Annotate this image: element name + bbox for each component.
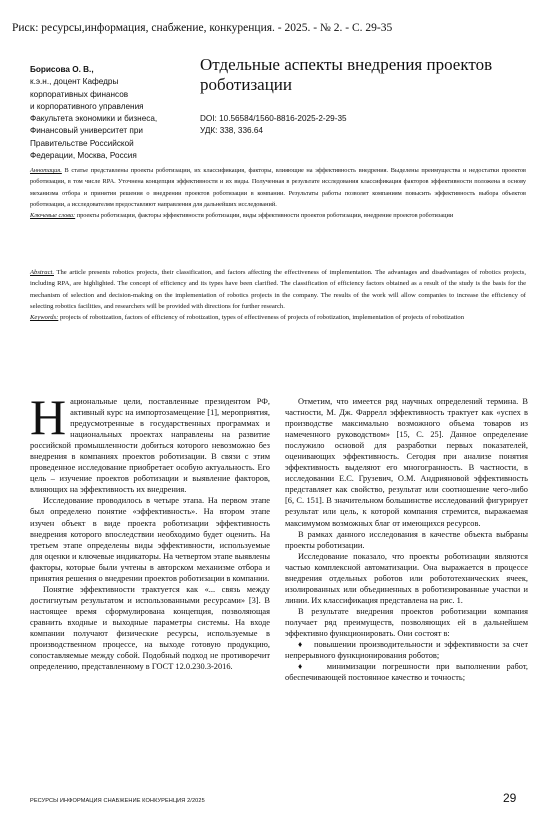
keywords-en-paragraph xyxy=(30,312,526,323)
body-paragraph: Отметим, что имеется ряд научных определений термина. В частности, М. Дж. Фаррелл эффективность трактует как «успех в производстве максимально возможного объема товаров из намеченного руководством» [15, С. 25]. Данное определение послужило основой для разработки первых показателей, оценивающих эффективность. Сегодня при анализе понятия эффективность выделяют его многогранность. В частности, в исследовании Е.С. Грузевич, О.М. Андрияновой эффективность представляет как свойство, результат или соотношение чего-либо [6, С. 151]. В значительном большинстве исследований фигурирует результат или цель, к которой компания стремится, выражаемая максимумом возможных благ от имеющихся ресурсов. xyxy=(285,397,528,528)
article-title: Отдельные аспекты внедрения проектов роботизации xyxy=(200,55,493,94)
abstract-en-paragraph xyxy=(30,267,526,312)
abstract-ru-text: В статье представлены проекты роботизации, их классификация, факторы, влияющие на эффективность внедрения. Выделены преимущества и недостатки проектов роботизации, в том числе RPA. Уточнена концепция эффективности и их виды. Полученная в результате исследования классификация факторов эффективности положена в основу механизма отбора и принятия решения о внедрении проектов роботизации в компании. Результаты работы позволят компаниям повысить эффективность выбора объектов роботизации, а исследователям предоставляют направления для дальнейших исследований. xyxy=(30,167,526,209)
bullet-item xyxy=(285,639,528,661)
diamond-bullet-icon: ♦ xyxy=(298,640,304,650)
body-paragraph: В результате внедрения проектов роботизации компания получает ряд преимуществ, позволяющих ей в дальнейшем эффективно функционировать. Они состоят в: xyxy=(285,606,528,638)
abstract-en-text: The article presents robotics projects, their classification, and factors affecting the effectiveness of implementation. The advantages and disadvantages of robotics projects, including RPA, are highlighted. The concept of efficiency and its types have been clarified. The classification of efficiency factors obtained as a result of the study is the basis for the mechanism of selection and decision-making on the implementation of robotics projects in the company. The results of the work will allow companies to increase the efficiency of selecting robotics facilities, and researchers will be provided with directions for further research. xyxy=(30,269,526,311)
abstract-en-label: Abstract. xyxy=(30,269,54,276)
abstract-ru-label: Аннотация. xyxy=(30,167,62,174)
author-name: Борисова О. В., xyxy=(30,65,94,74)
keywords-en-text: projects of robotization, factors of efficiency of robotization, types of effectiveness of projects of robotization, implementation of projects of robotization xyxy=(59,314,465,322)
author-affiliation-line: Факультета экономики и бизнеса, xyxy=(30,114,158,124)
author-affiliation-line: и корпоративного управления xyxy=(30,101,144,111)
author-affiliation-line: корпоративных финансов xyxy=(30,89,129,99)
body-paragraph: В рамках данного исследования в качестве объекта выбраны проекты роботизации. xyxy=(285,529,528,550)
bullet-text: повышении производительности и эффективности за счет непрерывного функционирования роботов; xyxy=(285,640,529,661)
body-paragraph: Понятие эффективности трактуется как «... связь между достигнутым результатом и использованными ресурсами» [3]. В настоящее время сформулирована концепция, позволяющая сравнить входные и выходные параметры системы. На входе компании получают физические ресурсы, используемые в производственном процессе, на выходе готовую продукцию, сопоставляемые между собой. Подобный подход не противоречит определению, представленному в ГОСТ 12.0.230.3-2016. xyxy=(30,584,270,672)
body-column-left xyxy=(30,389,270,672)
author-affiliation-line: к.э.н., доцент Кафедры xyxy=(30,77,119,87)
bullet-item xyxy=(285,661,528,683)
body-paragraph-text: ациональные цели, поставленные президентом РФ, активный курс на импортозамещение [1], мероприятия, предусмотренные в государственных программах и национальных проектах направлены на развитие российской промышленности добиться которого невозможно без внедрения в компаниях проектов роботизации. В связи с этим проведенное исследование приобретает особую актуальность. Его цель – изучение проектов роботизации и выявление факторов, влияющих на эффективность их внедрения. xyxy=(30,397,270,495)
author-affiliation-line: Финансовый университет при xyxy=(30,126,143,136)
keywords-ru-label: Ключевые слова: xyxy=(30,212,76,220)
abstract-english xyxy=(30,267,526,324)
body-paragraph: Исследование показало, что проекты роботизации являются частью комплексной автоматизации. Она выражается в процессе внедрения отдельных роботов или робототехнических ячеек, изолированных или объединенных в роботизированные участки и линии. Их классификация представлена на рис. 1. xyxy=(285,551,528,605)
body-paragraph xyxy=(30,389,270,495)
keywords-ru-text: проекты роботизации, факторы эффективности роботизации, виды эффективности проектов роботизации, внедрение проектов роботизации xyxy=(76,212,454,220)
footer-journal-name: РЕСУРСЫ ИНФОРМАЦИЯ СНАБЖЕНИЕ КОНКУРЕНЦИЯ 2/2025 xyxy=(30,798,205,804)
drop-cap: Н xyxy=(30,389,67,445)
doi-line: DOI: 10.56584/1560-8816-2025-2-29-35 xyxy=(200,114,347,123)
keywords-ru-paragraph xyxy=(30,210,526,221)
author-affiliation-line: Правительстве Российской xyxy=(30,138,134,148)
body-column-right xyxy=(285,396,528,683)
author-affiliation-line: Федерации, Москва, Россия xyxy=(30,151,137,161)
journal-citation-header: Риск: ресурсы,информация, снабжение, конкуренция. - 2025. - № 2. - С. 29-35 xyxy=(12,22,393,34)
article-identifiers xyxy=(200,113,347,137)
udk-line: УДК: 338, 336.64 xyxy=(200,126,263,135)
page-number: 29 xyxy=(503,791,517,805)
keywords-en-label: Keywords: xyxy=(30,314,59,322)
diamond-bullet-icon: ♦ xyxy=(298,662,307,672)
abstract-ru-paragraph xyxy=(30,165,526,210)
bullet-text: минимизации погрешности при выполнении работ, обеспечивающей постоянное качество и точность; xyxy=(285,662,528,683)
body-paragraph: Исследование проводилось в четыре этапа. На первом этапе был определено понятие «эффективность». На втором этапе изучен объект в виде проекта роботизации эффективность внедрения которого впоследствии необходимо будет оценить. На третьем этапе определены виды эффективности, используемые для оценки и ключевые индикаторы. На четвертом этапе выявлены факторы, которые были учтены в авторском механизме отбора и принятия решения о внедрении проектов роботизации в компании. xyxy=(30,496,270,583)
abstract-russian xyxy=(30,165,526,222)
author-block xyxy=(30,64,198,162)
